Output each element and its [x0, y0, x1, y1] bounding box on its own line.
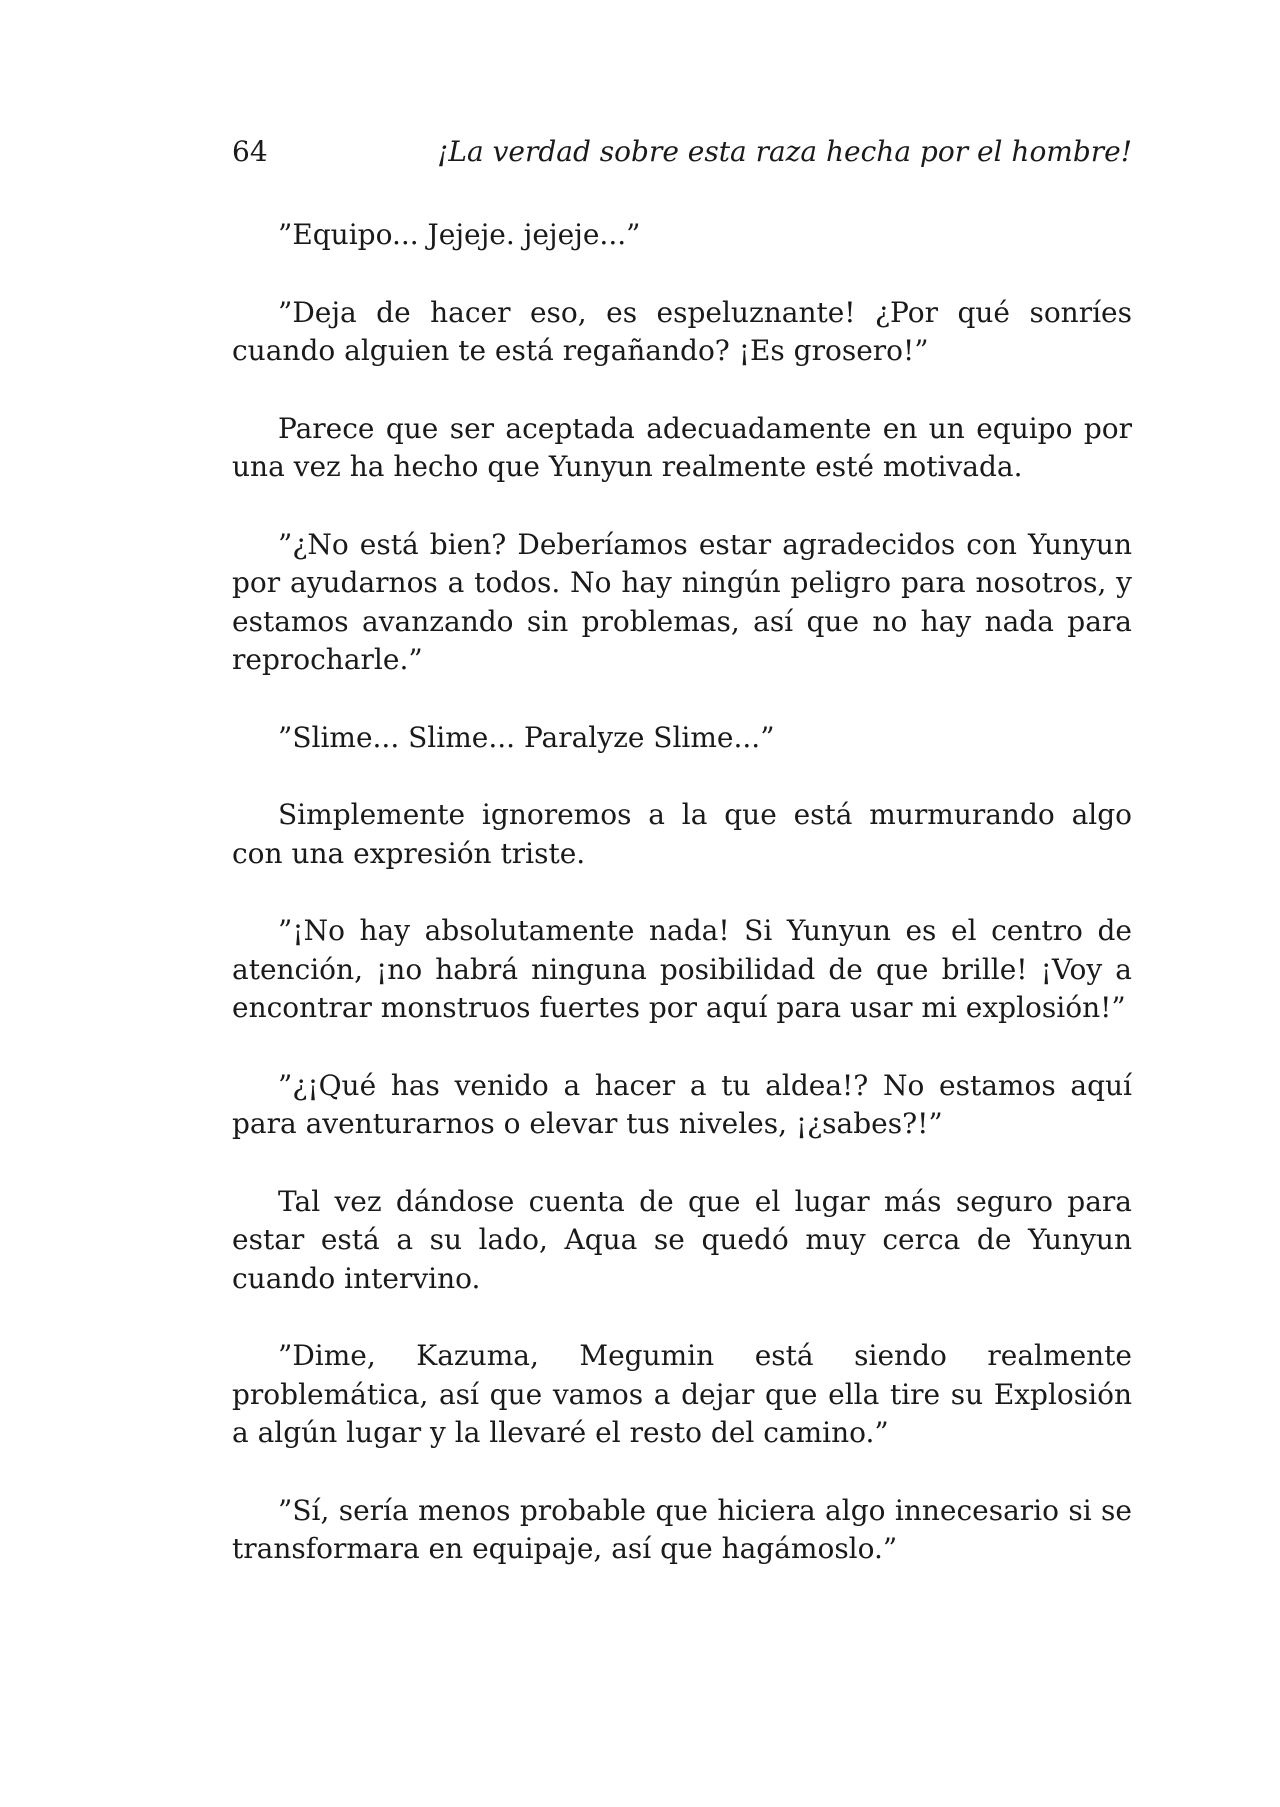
paragraph: Parece que ser aceptada adecuadamente en un equipo por una vez ha hecho que Yunyun realmente esté motivada.	[232, 411, 1132, 483]
paragraph: ”¿¡Qué has venido a hacer a tu aldea!? No estamos aquí para aventurarnos o elevar tus niveles, ¡¿sabes?!”	[232, 1068, 1132, 1140]
paragraph: ”¿No está bien? Deberíamos estar agradecidos con Yunyun por ayudarnos a todos. No hay ningún peligro para nosotros, y estamos avanzando sin problemas, así que no hay nada para reprocharle.”	[232, 527, 1132, 676]
paragraph: ”Sí, sería menos probable que hiciera algo innecesario si se transformara en equipaje, así que hagámoslo.”	[232, 1493, 1132, 1565]
page-number: 64	[232, 135, 268, 168]
paragraph: Tal vez dándose cuenta de que el lugar más seguro para estar está a su lado, Aqua se quedó muy cerca de Yunyun cuando intervino.	[232, 1184, 1132, 1295]
body-text	[232, 216, 1132, 1608]
paragraph: ”Equipo... Jejeje. jejeje...”	[278, 218, 641, 251]
paragraph: Simplemente ignoremos a la que está murmurando algo con una expresión triste.	[232, 798, 1132, 870]
running-head	[232, 134, 1132, 170]
paragraph: ”Deja de hacer eso, es espeluznante! ¿Por qué sonríes cuando alguien te está regañando? ¡Es grosero!”	[232, 295, 1132, 367]
paragraph: ”Dime, Kazuma, Megumin está siendo realmente problemática, así que vamos a dejar que ella tire su Explosión a algún lugar y la llevaré el resto del camino.”	[232, 1339, 1132, 1449]
paragraph: ”Slime... Slime... Paralyze Slime...”	[278, 720, 775, 754]
book-title: ¡La verdad sobre esta raza hecha por el hombre!	[437, 135, 1132, 168]
book-page	[232, 0, 1132, 1807]
paragraph: ”¡No hay absolutamente nada! Si Yunyun es el centro de atención, ¡no habrá ninguna posibilidad de que brille! ¡Voy a encontrar monstruos fuertes por aquí para usar mi explosión!”	[232, 914, 1132, 1024]
